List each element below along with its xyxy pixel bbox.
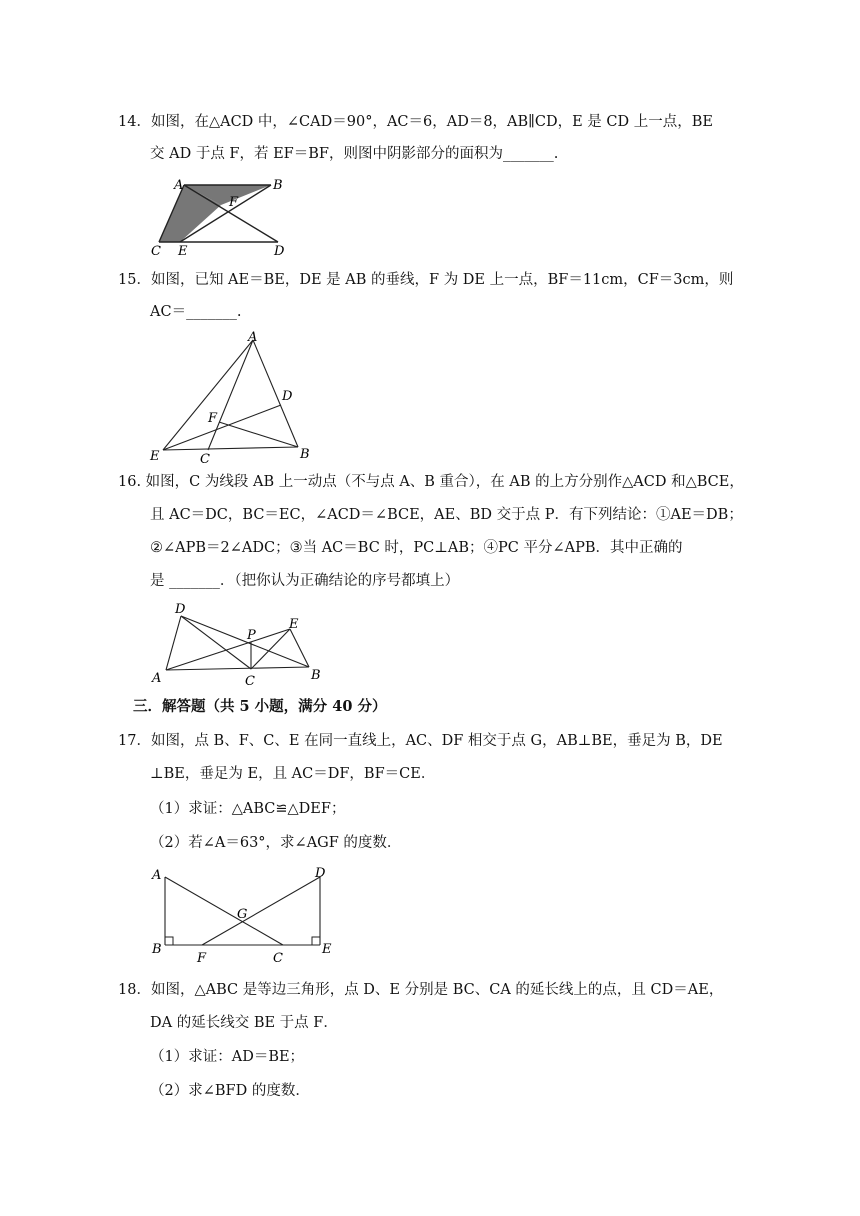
label-a: A: [248, 330, 258, 345]
q18-part2: （2）求∠BFD 的度数．: [150, 1083, 310, 1099]
label-b: B: [300, 447, 310, 462]
label-p: P: [247, 628, 256, 643]
q17-line1: 17．如图，点 B、F、C、E 在同一直线上，AC、DF 相交于点 G，AB⊥BE，垂足为 B，DE: [118, 733, 723, 749]
label-d: D: [274, 244, 285, 259]
label-d: D: [175, 602, 186, 617]
label-c: C: [245, 674, 255, 689]
q17-part2: （2）若∠A＝63°，求∠AGF 的度数．: [150, 835, 402, 851]
q14-figure: [148, 176, 298, 260]
label-a: A: [174, 178, 184, 193]
q15-figure: [148, 330, 323, 466]
q15-line2: AC＝_______.: [150, 304, 242, 320]
label-b: B: [152, 942, 162, 957]
label-e: E: [289, 617, 299, 632]
label-d: D: [282, 389, 293, 404]
label-e: E: [322, 942, 332, 957]
label-c: C: [273, 951, 283, 966]
label-a: A: [152, 868, 162, 883]
label-e: E: [150, 449, 160, 464]
q14-line2: 交 AD 于点 F，若 EF＝BF，则图中阴影部分的面积为_______.: [150, 146, 559, 162]
q18-line2: DA 的延长线交 BE 于点 F．: [150, 1015, 338, 1031]
q16-line4: 是 _______．（把你认为正确结论的序号都填上）: [150, 573, 460, 589]
q18-line1: 18．如图，△ABC 是等边三角形，点 D、E 分别是 BC、CA 的延长线上的点，且 CD＝AE，: [118, 982, 724, 998]
label-d: D: [315, 866, 326, 881]
label-g: G: [237, 907, 248, 922]
section-title: 三．解答题（共 5 小题，满分 40 分）: [133, 698, 387, 715]
label-b: B: [273, 178, 283, 193]
label-c: C: [151, 244, 161, 259]
q14-line1: 14．如图，在△ACD 中，∠CAD＝90°，AC＝6，AD＝8，AB∥CD，E 是 CD 上一点，BE: [118, 114, 713, 130]
q16-line1: 16. 如图，C 为线段 AB 上一动点（不与点 A、B 重合），在 AB 的上方分别作△ACD 和△BCE，: [118, 474, 744, 490]
q17-line2: ⊥BE，垂足为 E，且 AC＝DF，BF＝CE．: [150, 766, 436, 782]
label-f: F: [229, 195, 239, 210]
label-a: A: [152, 671, 162, 686]
label-f: F: [197, 951, 207, 966]
label-e: E: [178, 244, 188, 259]
q18-part1: （1）求证：AD＝BE；: [150, 1049, 305, 1065]
q17-figure: [145, 860, 345, 970]
q16-line2: 且 AC＝DC，BC＝EC，∠ACD＝∠BCE，AE、BD 交于点 P．有下列结论：①AE＝DB；: [150, 507, 743, 523]
q15-line1: 15．如图，已知 AE＝BE，DE 是 AB 的垂线，F 为 DE 上一点，BF＝11cm，CF＝3cm，则: [118, 272, 734, 288]
label-b: B: [311, 668, 321, 683]
label-f: F: [208, 411, 218, 426]
q16-figure: [144, 598, 334, 690]
q16-line3: ②∠APB＝2∠ADC；③当 AC＝BC 时，PC⊥AB；④PC 平分∠APB．其中正确的: [150, 540, 683, 556]
q17-part1: （1）求证：△ABC≌△DEF；: [150, 801, 346, 817]
label-c: C: [200, 452, 210, 466]
